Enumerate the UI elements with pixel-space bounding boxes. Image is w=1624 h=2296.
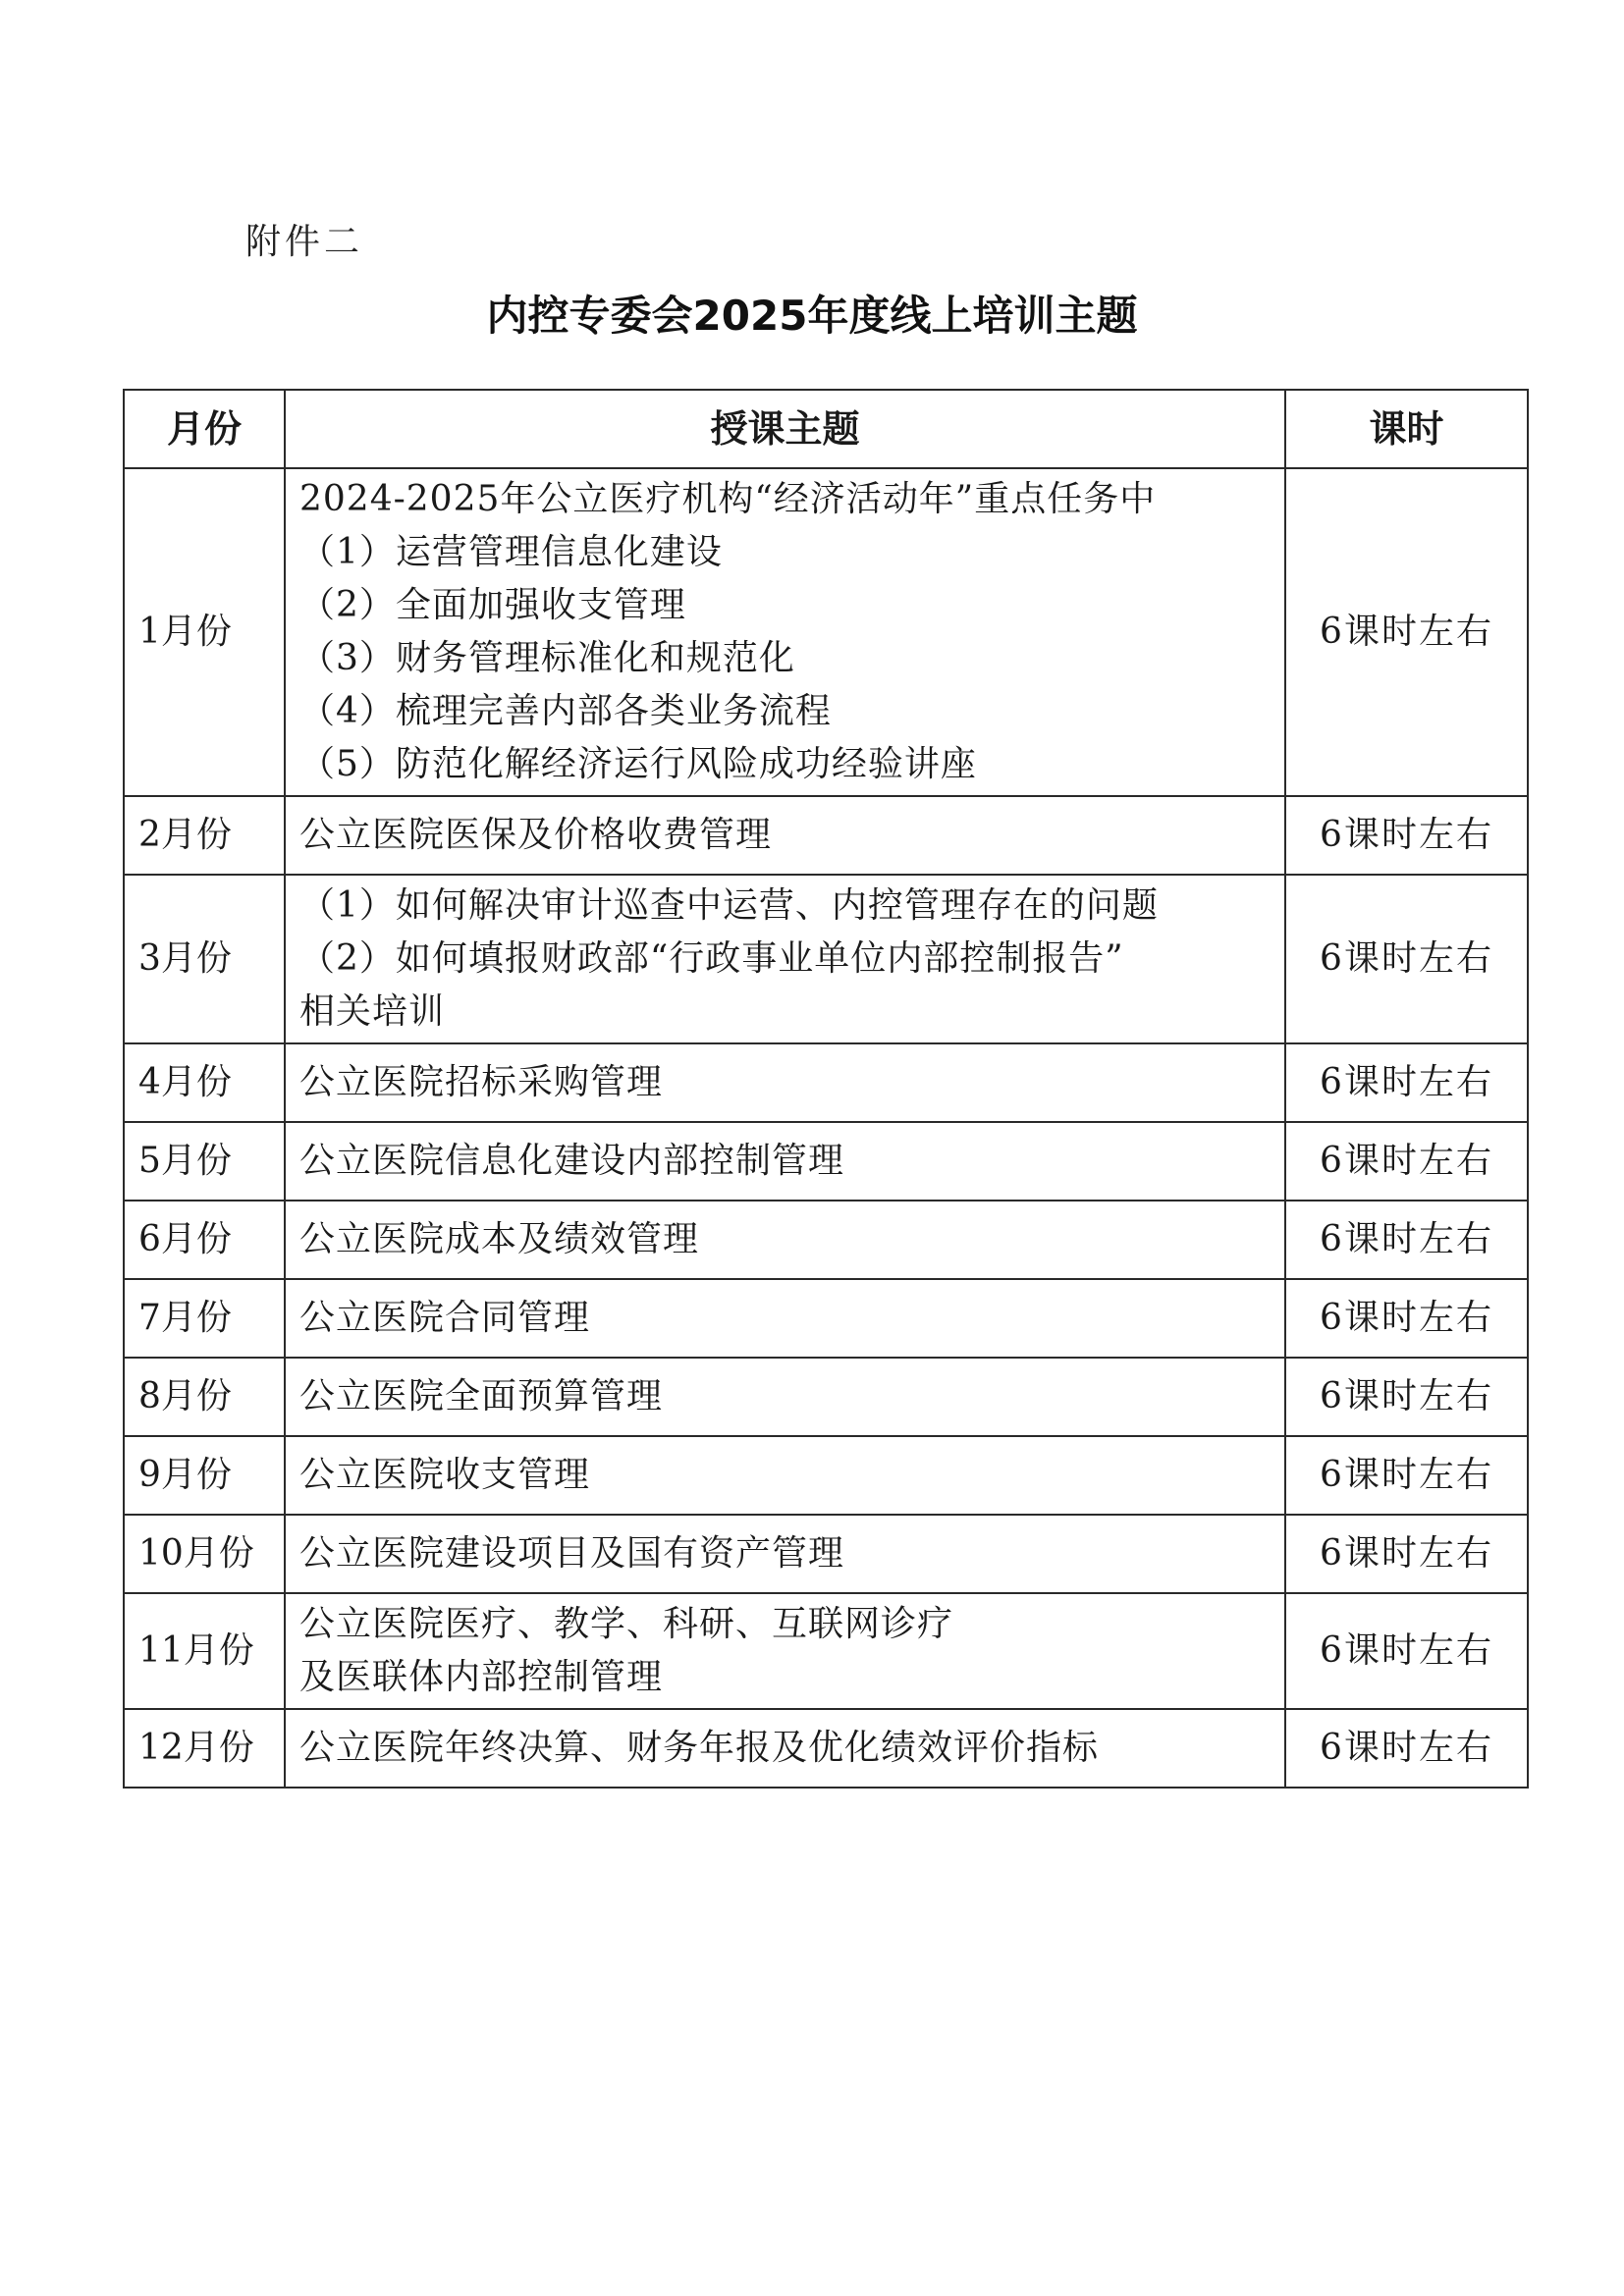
training-schedule-table: [123, 389, 1529, 1789]
topic-line: （5）防范化解经济运行风险成功经验讲座: [299, 744, 977, 784]
table-row: [124, 468, 1528, 796]
topic-line: 及医联体内部控制管理: [299, 1657, 664, 1697]
month-cell: 2月份: [124, 796, 285, 875]
hours-cell: 6课时左右: [1285, 875, 1528, 1043]
topic-cell: [285, 1043, 1285, 1122]
month-cell: 8月份: [124, 1358, 285, 1436]
topic-line: 公立医院医疗、教学、科研、互联网诊疗: [299, 1604, 954, 1644]
table-row: [124, 1122, 1528, 1201]
header-topic: 授课主题: [285, 390, 1285, 468]
topic-cell: [285, 1201, 1285, 1279]
topic-line: 公立医院年终决算、财务年报及优化绩效评价指标: [299, 1728, 1100, 1768]
topic-cell: [285, 1515, 1285, 1593]
month-cell: 12月份: [124, 1709, 285, 1788]
table-row: [124, 1358, 1528, 1436]
topic-line: （2）如何填报财政部“行政事业单位内部控制报告”: [299, 938, 1124, 979]
topic-line: 公立医院招标采购管理: [299, 1062, 664, 1102]
topic-line: 相关培训: [299, 991, 446, 1032]
topic-line: （4）梳理完善内部各类业务流程: [299, 691, 832, 731]
hours-cell: 6课时左右: [1285, 1593, 1528, 1709]
month-cell: 11月份: [124, 1593, 285, 1709]
hours-cell: 6课时左右: [1285, 1201, 1528, 1279]
topic-line: 公立医院医保及价格收费管理: [299, 815, 773, 855]
topic-line: （1）如何解决审计巡查中运营、内控管理存在的问题: [299, 885, 1159, 926]
hours-cell: 6课时左右: [1285, 1515, 1528, 1593]
hours-cell: 6课时左右: [1285, 1709, 1528, 1788]
table-row: [124, 1279, 1528, 1358]
topic-line: 公立医院信息化建设内部控制管理: [299, 1141, 845, 1181]
table-row: [124, 1436, 1528, 1515]
table-row: [124, 875, 1528, 1043]
hours-cell: 6课时左右: [1285, 468, 1528, 796]
table-row: [124, 1515, 1528, 1593]
topic-line: 2024-2025年公立医疗机构“经济活动年”重点任务中: [299, 479, 1157, 519]
topic-cell: [285, 1122, 1285, 1201]
hours-cell: 6课时左右: [1285, 1358, 1528, 1436]
month-cell: 9月份: [124, 1436, 285, 1515]
table-row: [124, 1593, 1528, 1709]
topic-line: （3）财务管理标准化和规范化: [299, 638, 795, 678]
table-row: [124, 1201, 1528, 1279]
hours-cell: 6课时左右: [1285, 1122, 1528, 1201]
month-cell: 4月份: [124, 1043, 285, 1122]
topic-cell: [285, 875, 1285, 1043]
table-row: [124, 1043, 1528, 1122]
topic-cell: [285, 796, 1285, 875]
topic-cell: [285, 1436, 1285, 1515]
topic-line: （2）全面加强收支管理: [299, 585, 686, 625]
document-title: 内控专委会2025年度线上培训主题: [486, 292, 1138, 340]
attachment-label: 附件二: [245, 222, 364, 262]
topic-line: 公立医院建设项目及国有资产管理: [299, 1533, 845, 1574]
header-hours: 课时: [1285, 390, 1528, 468]
hours-cell: 6课时左右: [1285, 796, 1528, 875]
month-cell: 1月份: [124, 468, 285, 796]
topic-line: （1）运营管理信息化建设: [299, 532, 723, 572]
hours-cell: 6课时左右: [1285, 1436, 1528, 1515]
month-cell: 10月份: [124, 1515, 285, 1593]
month-cell: 5月份: [124, 1122, 285, 1201]
topic-cell: [285, 1593, 1285, 1709]
table-row: [124, 1709, 1528, 1788]
hours-cell: 6课时左右: [1285, 1043, 1528, 1122]
topic-cell: [285, 1279, 1285, 1358]
month-cell: 7月份: [124, 1279, 285, 1358]
topic-line: 公立医院合同管理: [299, 1298, 591, 1338]
topic-line: 公立医院收支管理: [299, 1455, 591, 1495]
header-month: 月份: [124, 390, 285, 468]
hours-cell: 6课时左右: [1285, 1279, 1528, 1358]
month-cell: 3月份: [124, 875, 285, 1043]
topic-line: 公立医院成本及绩效管理: [299, 1219, 700, 1259]
topic-cell: [285, 1709, 1285, 1788]
topic-cell: [285, 1358, 1285, 1436]
table-body: [124, 468, 1528, 1788]
month-cell: 6月份: [124, 1201, 285, 1279]
topic-line: 公立医院全面预算管理: [299, 1376, 664, 1416]
table-row: [124, 796, 1528, 875]
topic-cell: [285, 468, 1285, 796]
table-header-row: [124, 390, 1528, 468]
